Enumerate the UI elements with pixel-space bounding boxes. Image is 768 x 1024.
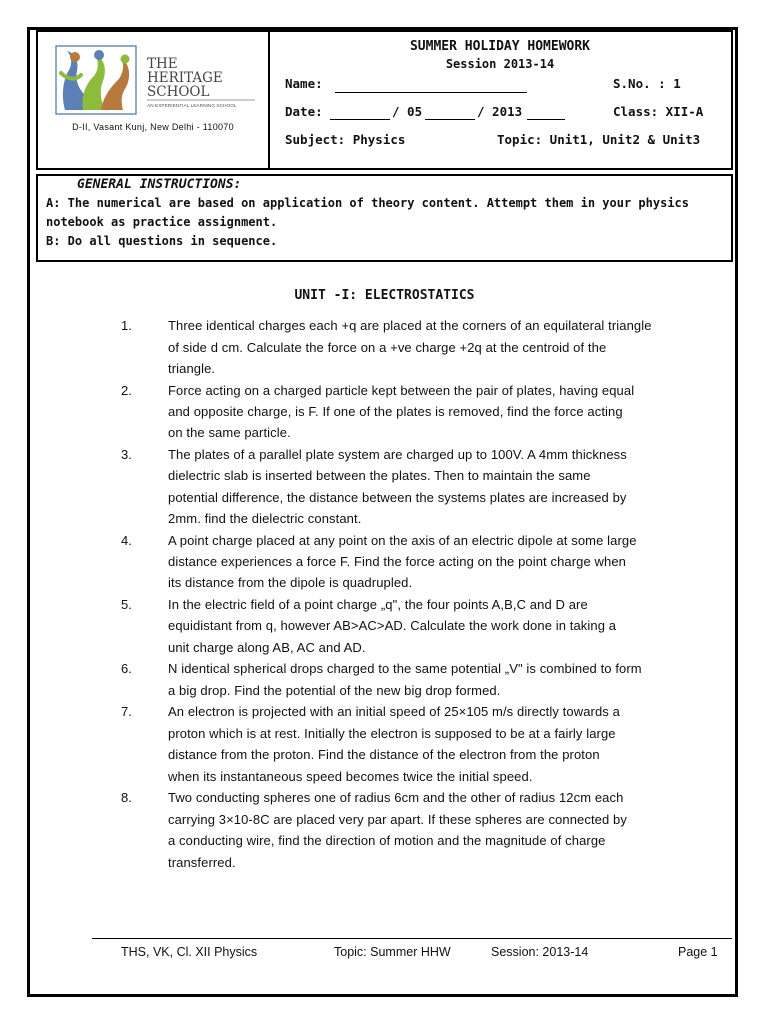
subject-label: Subject: Physics bbox=[285, 132, 406, 147]
svg-text:THE: THE bbox=[147, 56, 178, 72]
school-address: D-II, Vasant Kunj, New Delhi - 110070 bbox=[72, 122, 234, 132]
question-text: of side d cm. Calculate the force on a +ve charge +2q at the centroid of the bbox=[168, 340, 607, 355]
question-text: carrying 3×10-8C are placed very par apart. If these spheres are connected by bbox=[168, 812, 627, 827]
question-text: Two conducting spheres one of radius 6cm and the other of radius 12cm each bbox=[168, 790, 624, 805]
question-text: distance experiences a force F. Find the force acting on the point charge when bbox=[168, 554, 627, 569]
question-text: potential difference, the distance between the systems plates are increased by bbox=[168, 490, 627, 505]
question-text: The plates of a parallel plate system are charged up to 100V. A 4mm thickness bbox=[168, 447, 627, 462]
serial-number: S.No. : 1 bbox=[613, 76, 681, 91]
date-label: Date: bbox=[285, 104, 323, 119]
question-text: on the same particle. bbox=[168, 425, 291, 440]
question-text: 2mm. find the dielectric constant. bbox=[168, 511, 362, 526]
name-field-line bbox=[335, 92, 527, 93]
question-number: 8. bbox=[121, 790, 132, 805]
footer-topic: Topic: Summer HHW bbox=[334, 945, 451, 959]
question-text: triangle. bbox=[168, 361, 216, 376]
question-text: N identical spherical drops charged to the same potential „V" is combined to form bbox=[168, 661, 642, 676]
date-month: / 05 bbox=[392, 104, 423, 119]
instruction-line: A: The numerical are based on application of theory content. Attempt them in your physics bbox=[46, 196, 689, 210]
date-day-line bbox=[330, 119, 390, 120]
question-text: An electron is projected with an initial speed of 25×105 m/s directly towards a bbox=[168, 704, 620, 719]
question-text: a big drop. Find the potential of the new big drop formed. bbox=[168, 683, 501, 698]
question-number: 2. bbox=[121, 383, 132, 398]
footer-session: Session: 2013-14 bbox=[491, 945, 589, 959]
date-year: / 2013 bbox=[477, 104, 523, 119]
question-text: A point charge placed at any point on the axis of an electric dipole at some large bbox=[168, 533, 637, 548]
footer-rule bbox=[92, 938, 732, 939]
question-number: 4. bbox=[121, 533, 132, 548]
question-text: transferred. bbox=[168, 855, 236, 870]
question-text: Three identical charges each +q are placed at the corners of an equilateral triangle bbox=[168, 318, 652, 333]
question-text: when its instantaneous speed becomes twice the initial speed. bbox=[168, 769, 533, 784]
question-text: Force acting on a charged particle kept between the pair of plates, having equal bbox=[168, 383, 635, 398]
question-text: a conducting wire, find the direction of motion and the magnitude of charge bbox=[168, 833, 606, 848]
question-text: dielectric slab is inserted between the plates. Then to maintain the same bbox=[168, 468, 591, 483]
question-number: 5. bbox=[121, 597, 132, 612]
date-month-line bbox=[425, 119, 475, 120]
instructions-title: GENERAL INSTRUCTIONS: bbox=[77, 177, 242, 192]
homework-title: SUMMER HOLIDAY HOMEWORK bbox=[409, 39, 590, 54]
question-number: 6. bbox=[121, 661, 132, 676]
school-logo bbox=[55, 45, 260, 115]
session-label: Session 2013-14 bbox=[445, 57, 555, 71]
date-year-line bbox=[527, 119, 565, 120]
svg-text:AN EXPERIENTIAL LEARNING SCHOO: AN EXPERIENTIAL LEARNING SCHOOL bbox=[147, 104, 237, 109]
page-border bbox=[27, 27, 738, 997]
svg-text:HERITAGE: HERITAGE bbox=[147, 70, 223, 86]
instruction-line: B: Do all questions in sequence. bbox=[46, 234, 278, 248]
question-number: 3. bbox=[121, 447, 132, 462]
topic-label: Topic: Unit1, Unit2 & Unit3 bbox=[497, 132, 701, 147]
question-text: proton which is at rest. Initially the electron is supposed to be at a fairly large bbox=[168, 726, 616, 741]
instruction-line: notebook as practice assignment. bbox=[46, 215, 278, 229]
question-text: unit charge along AB, AC and AD. bbox=[168, 640, 366, 655]
name-label: Name: bbox=[285, 76, 323, 91]
question-text: and opposite charge, is F. If one of the plates is removed, find the force acting bbox=[168, 404, 623, 419]
question-number: 7. bbox=[121, 704, 132, 719]
unit-title: UNIT -I: ELECTROSTATICS bbox=[294, 288, 475, 303]
question-text: In the electric field of a point charge „q", the four points A,B,C and D are bbox=[168, 597, 588, 612]
page-number: Page 1 bbox=[678, 945, 718, 959]
question-text: its distance from the dipole is quadrupled. bbox=[168, 575, 413, 590]
question-text: distance from the proton. Find the distance of the electron from the proton bbox=[168, 747, 600, 762]
question-number: 1. bbox=[121, 318, 132, 333]
class-label: Class: XII-A bbox=[613, 104, 704, 119]
svg-text:SCHOOL: SCHOOL bbox=[147, 84, 210, 100]
footer-course: THS, VK, Cl. XII Physics bbox=[121, 945, 258, 959]
question-text: equidistant from q, however AB>AC>AD. Calculate the work done in taking a bbox=[168, 618, 617, 633]
